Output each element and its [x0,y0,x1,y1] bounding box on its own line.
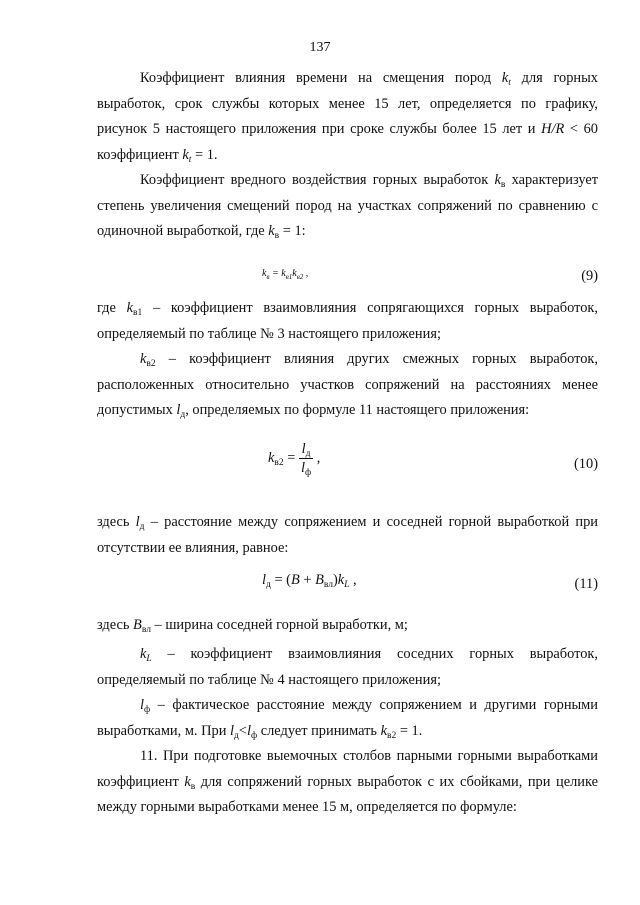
equation-number-11: (11) [574,576,598,592]
equation-number-10: (10) [574,456,598,472]
symbol-kt: $k_t$ [501,70,511,88]
symbol-hr: H/R [541,121,565,137]
definition-kl: $k_L$ – коэффициент взаимовлияния соседних горных выработок, определяемый по таблице № 4 настоящего приложения; [97,646,598,688]
page-number: 137 [309,40,331,55]
paragraph-harmful-coefficient: Коэффициент вредного воздействия горных выработок $k_в$ характеризует степень увеличения смещений пород на участках сопряжений по сравнению с одиночной выработкой, где $k_в = 1$: [97,172,599,241]
paragraph-11: 11. При подготовке выемочных столбов парными горными выработками коэффициент $k_в$ для сопряжений горных выработок с их сбойками, при целике между горными выработками менее 15 м, определяется по формуле: [97,748,598,815]
formula-9: $k_в = k_{в1}k_{в2}$ , [262,268,309,281]
definition-kv2: $k_{в2}$ – коэффициент влияния других смежных горных выработок, расположенных относительно участков сопряжений на расстояниях менее допустимых $l_д$, определяемых по формуле 11 настоящего приложения: [97,351,598,420]
definition-bvl: здесь $B_{вл}$ – ширина соседней горной выработки, м; [97,617,408,635]
definition-lf: $l_ф$ – фактическое расстояние между сопряжением и другими горными выработками, м. При $l_д<l_ф$ следует принимать $k_{в2} = 1$. [97,697,598,741]
definition-kv1: где $k_{в1}$ – коэффициент взаимовлияния сопрягающихся горных выработок, определяемый по таблице № 3 настоящего приложения; [97,300,599,342]
definition-ld: здесь $l_д$ – расстояние между сопряжением и соседней горной выработкой при отсутствии ее влияния, равное: [97,514,598,556]
symbol-kv: k [494,172,501,188]
paragraph-time-coefficient: Коэффициент влияния времени на смещения пород $k_t$ для горных выработок, срок службы которых менее 15 лет, определяется по графику, рисунок 5 настоящего приложения при сроке службы более 15 лет и H/R < 60 коэффициент $k_t = 1$. [97,70,599,165]
formula-10: $k_{в2}$ = $\frac{l_д}{l_ф}$ , [268,441,321,478]
equation-number-9: (9) [581,268,598,284]
formula-11: $l_д = (B + B_{вл})k_L$ , [262,572,357,590]
